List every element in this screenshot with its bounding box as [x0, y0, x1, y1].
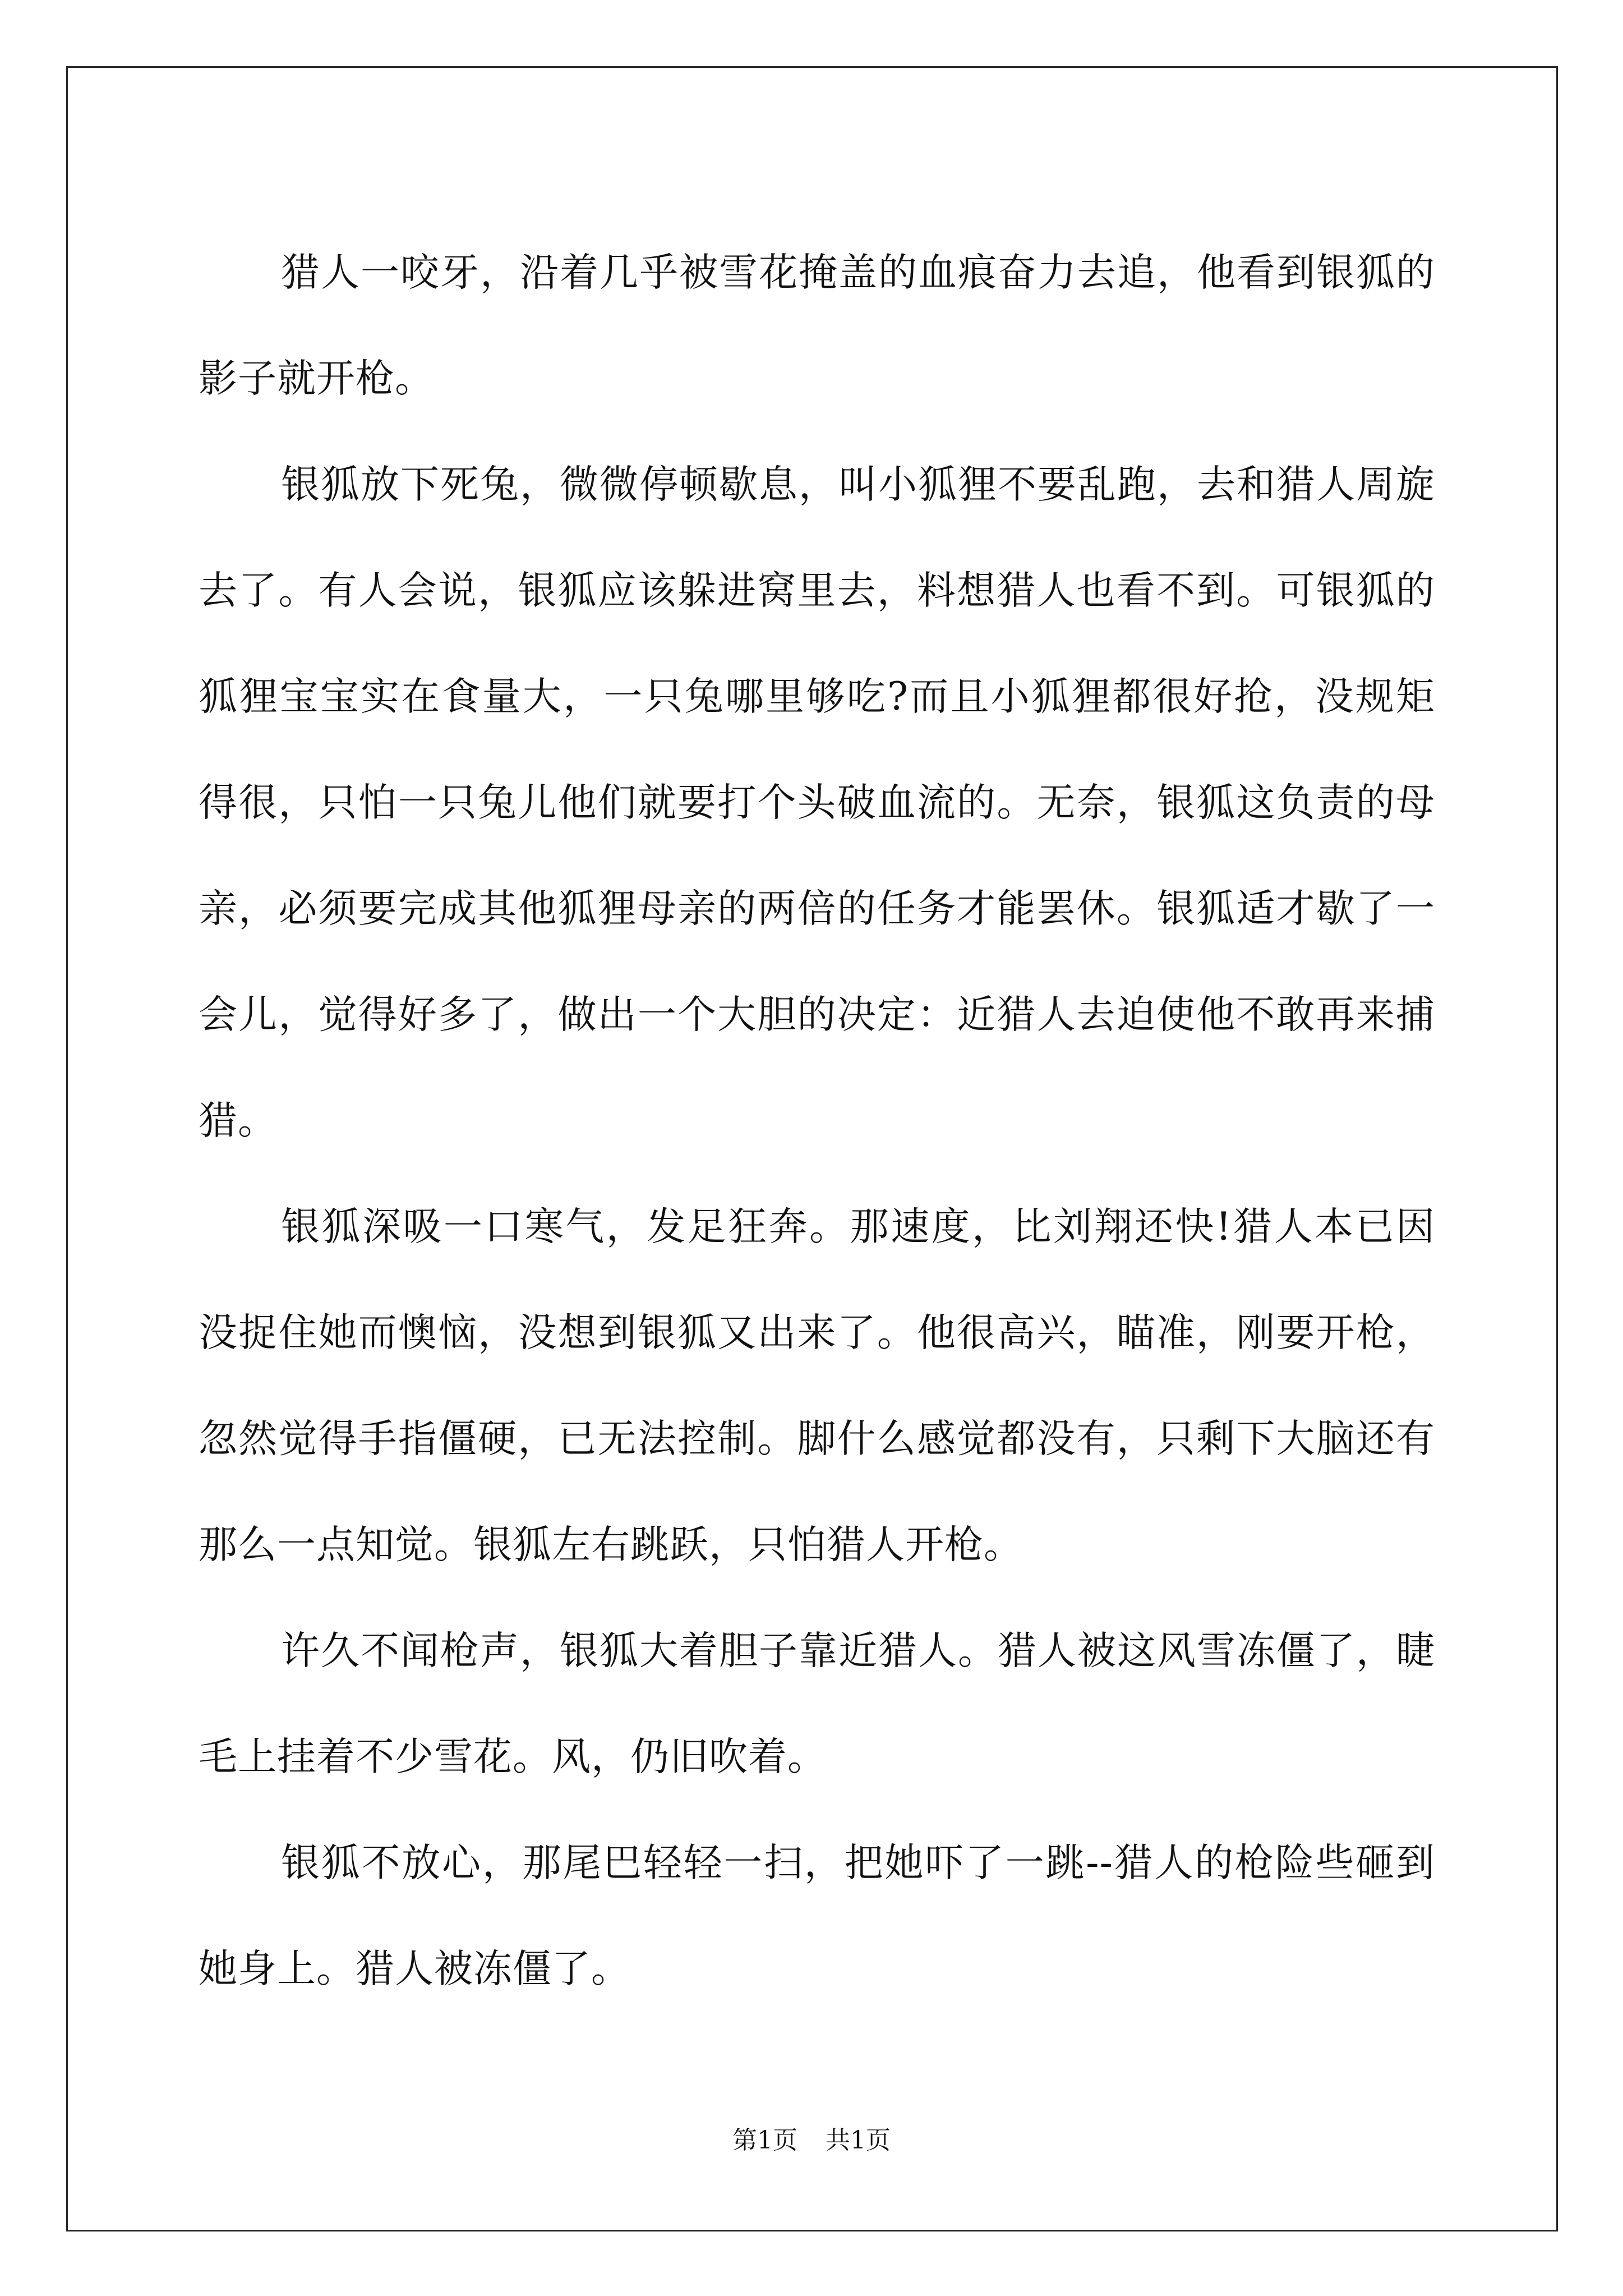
- page-number: 第1页: [732, 2126, 797, 2155]
- paragraph: 银狐深吸一口寒气，发足狂奔。那速度，比刘翔还快!猎人本已因没捉住她而懊恼，没想到银狐又出来了。他很高兴，瞄准，刚要开枪，忽然觉得手指僵硬，已无法控制。脚什么感觉都没有，只剩下大脑还有那么一点知觉。银狐左右跳跃，只怕猎人开枪。: [199, 1204, 1435, 1567]
- document-body: [199, 220, 1435, 2022]
- page-footer: [0, 2124, 1623, 2157]
- paragraph: 银狐放下死兔，微微停顿歇息，叫小狐狸不要乱跑，去和猎人周旋去了。有人会说，银狐应该躲进窝里去，料想猎人也看不到。可银狐的狐狸宝宝实在食量大，一只兔哪里够吃?而且小狐狸都很好抢，没规矩得很，只怕一只兔儿他们就要打个头破血流的。无奈，银狐这负责的母亲，必须要完成其他狐狸母亲的两倍的任务才能罢休。银狐适才歇了一会儿，觉得好多了，做出一个大胆的决定：近猎人去迫使他不敢再来捕猎。: [199, 462, 1435, 1143]
- paragraph: 猎人一咬牙，沿着几乎被雪花掩盖的血痕奋力去追，他看到银狐的影子就开枪。: [199, 250, 1435, 401]
- paragraph: 银狐不放心，那尾巴轻轻一扫，把她吓了一跳--猎人的枪险些砸到她身上。猎人被冻僵了。: [199, 1841, 1435, 1991]
- total-pages: 共1页: [826, 2126, 891, 2155]
- paragraph: 许久不闻枪声，银狐大着胆子靠近猎人。猎人被这风雪冻僵了，睫毛上挂着不少雪花。风，仍旧吹着。: [199, 1628, 1435, 1779]
